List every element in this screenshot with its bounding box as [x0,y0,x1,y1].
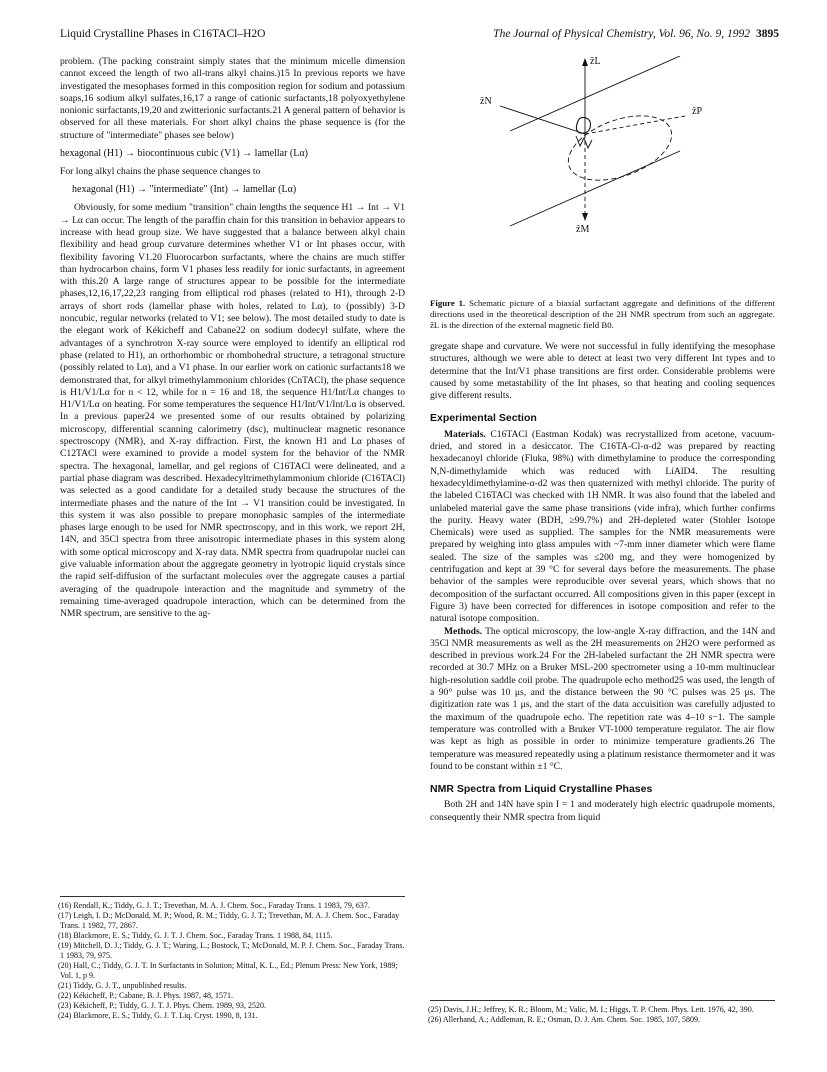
footnotes-left [60,896,405,1021]
reference-item: (24) Blackmore, E. S.; Tiddy, G. J. T. Liq. Cryst. 1990, 8, 131. [58,1011,258,1020]
reference-item: (20) Hall, C.; Tiddy, G. J. T. In Surfactants in Solution; Mittal, K. L., Ed.; Plenum Press: New York, 1989; Vol. 1, p 9. [58,961,398,980]
surfactant-tail [576,136,592,148]
footnote-rule [430,1000,775,1001]
figure-1 [430,56,775,296]
axis-M-arrow [582,213,588,221]
reference-item: (21) Tiddy, G. J. T., unpublished results. [58,981,187,990]
running-header-journal [493,28,779,40]
reference-item: (26) Allerhand, A.; Addleman, R. E.; Osman, D. J. Am. Chem. Soc. 1985, 107, 5809. [428,1015,700,1024]
phase-sequence-long: hexagonal (H1) → "intermediate" (Int) → lamellar (Lα) [72,184,297,196]
body-paragraph: Obviously, for some medium "transition" chain lengths the sequence H1 → Int → V1 → Lα can occur. The length of the paraffin chain for this transition in behavior appears to increase with head group size. We have suggested that a balance between alkyl chain flexibility and head group curvature determines whether V1 or Int phases occur, with flexibility favoring V1.20 Fluorocarbon surfactants, where the chains are much stiffer than hydrocarbon chains, form V1 phases less readily for ionic surfactants, in agreement with this.20 A large range of structures appear to be possible for the intermediate phases,12,16,17,22,23 ranging from elliptical rod phases (related to H1), through 2-D arrays of short rods (lamellar phase with holes, related to Lα), to (possibly) 3-D noncubic, regular networks (related to V1; see below). The most detailed study to date is the elegant work of Kékicheff and Cabane22 on sodium dodecyl sulfate, where the advantages of a synchrotron X-ray source were employed to identify an elliptical rod phase (related to H1), an orthorhombic or rhombohedral structure, a tetragonal structure (possibly related to Lα), and a V1 phase. In our earlier work on cationic surfactants18 we demonstrated that, for alkyl trimethylammonium chlorides (CnTACl), the phase sequence is H1/V1/Lα for n < 12, while for n = 16 and 18, the sequence H1/Int/Lα changes to H1/V1/Lα on heating. For some temperatures the sequence H1/Int/V1/Int/Lα is observed. In a previous paper24 we presented some of our results obtained by polarizing microscopy, differential scanning calorimetry (dsc), multinuclear magnetic resonance spectroscopy (NMR), and X-ray diffraction. First, the known H1 and Lα phases of C12TACl were examined to provide a model system for the behavior of the NMR spectra. The hexagonal, lamellar, and gel regions of C16TACl were delineated, and a partial phase diagram was described. Hexadecyltrimethylammonium chloride (C16TACl) was selected as a good candidate for a detailed study because the structures of the intermediate phases and the nature of the Int → V1 transition could be investigated. In this system it was also possible to prepare monophasic samples of the intermediate phases large enough to be used for NMR spectroscopy, and in this work, we report 2H, 14N, and 35Cl spectra from three anisotropic intermediate phases in this system along with some optical microscopy and X-ray data. NMR spectra from quadrupolar nuclei can give valuable information about the aggregate geometry in lyotropic liquid crystals since the rapid self-diffusion of the surfactant molecules over the aggregate causes a partial averaging of the quadrupole interaction and the magnitude and symmetry of the remaining time-averaged quadrupole interaction, which can be determined from the NMR spectrum, are sensitive to the ag- [60,202,405,620]
reference-item: (17) Leigh, I. D.; McDonald, M. P.; Wood, R. M.; Tiddy, G. J. T.; Trevethan, M. A. J. Chem. Soc., Faraday Trans. 1 1982, 77, 2867. [58,911,400,930]
body-paragraph: For long alkyl chains the phase sequence changes to [60,166,261,178]
materials-text: C16TACl (Eastman Kodak) was recrystallized from acetone, vacuum-dried, and stored in a desiccator. The C16TA-Cl-α-d2 was prepared by reacting hexadecanoyl chloride (Fluka, 98%) with dimethylamine to produce the corresponding N,N-dimethylamide which was reduced with LiAlD4. The resulting hexadecyldimethylamine-α-d2 was then quaternized with methyl chloride. The purity of the labeled C16TACl was checked with 1H NMR. It was also found that the labeled and unlabeled material gave the same phase transitions (vide infra), which further confirms the purity. Heavy water (BDH, ≥99.7%) and 2H-depleted water (Stohler Isotope Chemicals) were used as supplied. The samples for the NMR measurements were prepared by weighing into glass ampules with ~7-mm inner diameter which were flame sealed. The size of the samples was ≤200 mg, and they were homogenized by centrifugation and kept at 39 °C for several days before the measurements. The phase behavior of the samples were reproducible over several years, which shows that no decomposition of the surfactant occurred. All compositions given in this paper (except in Figure 3) have been corrected for differences in isotope composition and refer to the natural isotope composition. [430,428,775,625]
axis-P-line [585,116,685,134]
section-heading-experimental: Experimental Section [430,412,537,425]
reference-item: (18) Blackmore, E. S.; Tiddy, G. J. T. J. Chem. Soc., Faraday Trans. 1 1988, 84, 1115. [58,931,333,940]
journal-citation: The Journal of Physical Chemistry, Vol. 96, No. 9, 1992 [493,28,750,40]
phase-sequence-short: hexagonal (H1) → biocontinuous cubic (V1) → lamellar (Lα) [60,148,308,160]
label-zN: ẑN [480,96,492,107]
lower-plane-line [510,151,680,226]
footnotes-right [430,1000,775,1025]
footnote-rule [60,896,405,897]
aggregate-diagram [430,56,775,296]
reference-item: (16) Rendall, K.; Tiddy, G. J. T.; Trevethan, M. A. J. Chem. Soc., Faraday Trans. 1 1983, 79, 637. [58,901,370,910]
body-paragraph: gregate shape and curvature. We were not successful in fully identifying the mesophase structures, although we were able to detect at least two very different Int types and to determine that the Int/V1 phase transitions are first order. Considerable problems were caused by some metastability of the Int phases, so that heating and cooling sequences give different results. [430,341,775,402]
page-number: 3895 [756,28,779,40]
methods-text: The optical microscopy, the low-angle X-ray diffraction, and the 14N and 35Cl NMR measurements as well as the 2H measurements on 2H2O were performed as described in previous work.24 For the 2H-labeled surfactant the 2H NMR spectra were recorded at 30.7 MHz on a Bruker MSL-200 spectrometer using a 10-mm multinuclear high-resolution saddle coil probe. The quadrupole echo method25 was used, the length of a 90° pulse was 10 μs, and the distance between the 90 °C pulses was 25 μs. The digitization rate was 1 μs, and the start of the data accuisition was carefully adjusted to the maximum of the quadrupole echo. The repetition rate was 4–10 s−1. The sample temperature was controlled with a Bruker VT-1000 temperature regulator. The air flow was kept as high as possible in order to minimize temperature gradients.26 The temperature was measured repeatedly using a platinum resistance thermometer and it was found to be constant within ±1 °C. [430,625,775,772]
axis-L-arrow [582,58,588,66]
methods-lead: Methods. [444,625,483,637]
materials-paragraph [430,429,775,626]
methods-paragraph [430,626,775,774]
figure-caption [430,298,775,331]
body-paragraph: problem. (The packing constraint simply states that the minimum micelle dimension cannot exceed the length of two all-trans alkyl chains.)15 In previous reports we have investigated the mesophases formed in this composition region for sodium and potassium soaps,16 sodium alkyl sulfates,16,17 a range of cationic surfactants,18 polyoxyethylene nonionic surfactants,19,20 and zwitterionic surfactants.21 A general pattern of behavior is observed for all these materials. For short alkyl chains the phase sequence is (for the structure of "intermediate" phases see below) [60,56,406,141]
label-zP: ẑP [692,106,702,117]
caption-lead: Figure 1. [430,298,466,308]
section-heading-nmr: NMR Spectra from Liquid Crystalline Phases [430,783,653,796]
reference-item: (19) Mitchell, D. J.; Tiddy, G. J. T.; Waring, L.; Bostock, T.; McDonald, M. P. J. Chem. Soc., Faraday Trans. 1 1983, 79, 975. [58,941,405,960]
label-zL: ẑL [590,56,601,67]
left-column [60,56,405,620]
aggregate-ellipse [560,103,681,193]
caption-text: Schematic picture of a biaxial surfactant aggregate and definitions of the different directions used in the theoretical description of the 2H NMR spectrum from such an aggregate. ẑL is the direction of the external magnetic field B0. [430,298,775,330]
reference-item: (25) Davis, J.H.; Jeffrey, K. R.; Bloom, M.; Valic, M. I.; Higgs, T. P. Chem. Phys. Lett. 1976, 42, 390. [428,1005,754,1014]
label-zM: ẑM [576,224,590,235]
surfactant-head-curve [576,117,590,133]
body-paragraph: Both 2H and 14N have spin I = 1 and moderately high electric quadrupole moments, consequently their NMR spectra from liquid [430,799,775,823]
materials-lead: Materials. [444,428,486,440]
reference-item: (22) Kékicheff, P.; Cabane, B. J. Phys. 1987, 48, 1571. [58,991,233,1000]
reference-item: (23) Kékicheff, P.; Tiddy, G. J. T. J. Phys. Chem. 1989, 93, 2520. [58,1001,266,1010]
running-header-title: Liquid Crystalline Phases in C16TACl–H2O [60,28,266,40]
right-column [430,56,775,824]
